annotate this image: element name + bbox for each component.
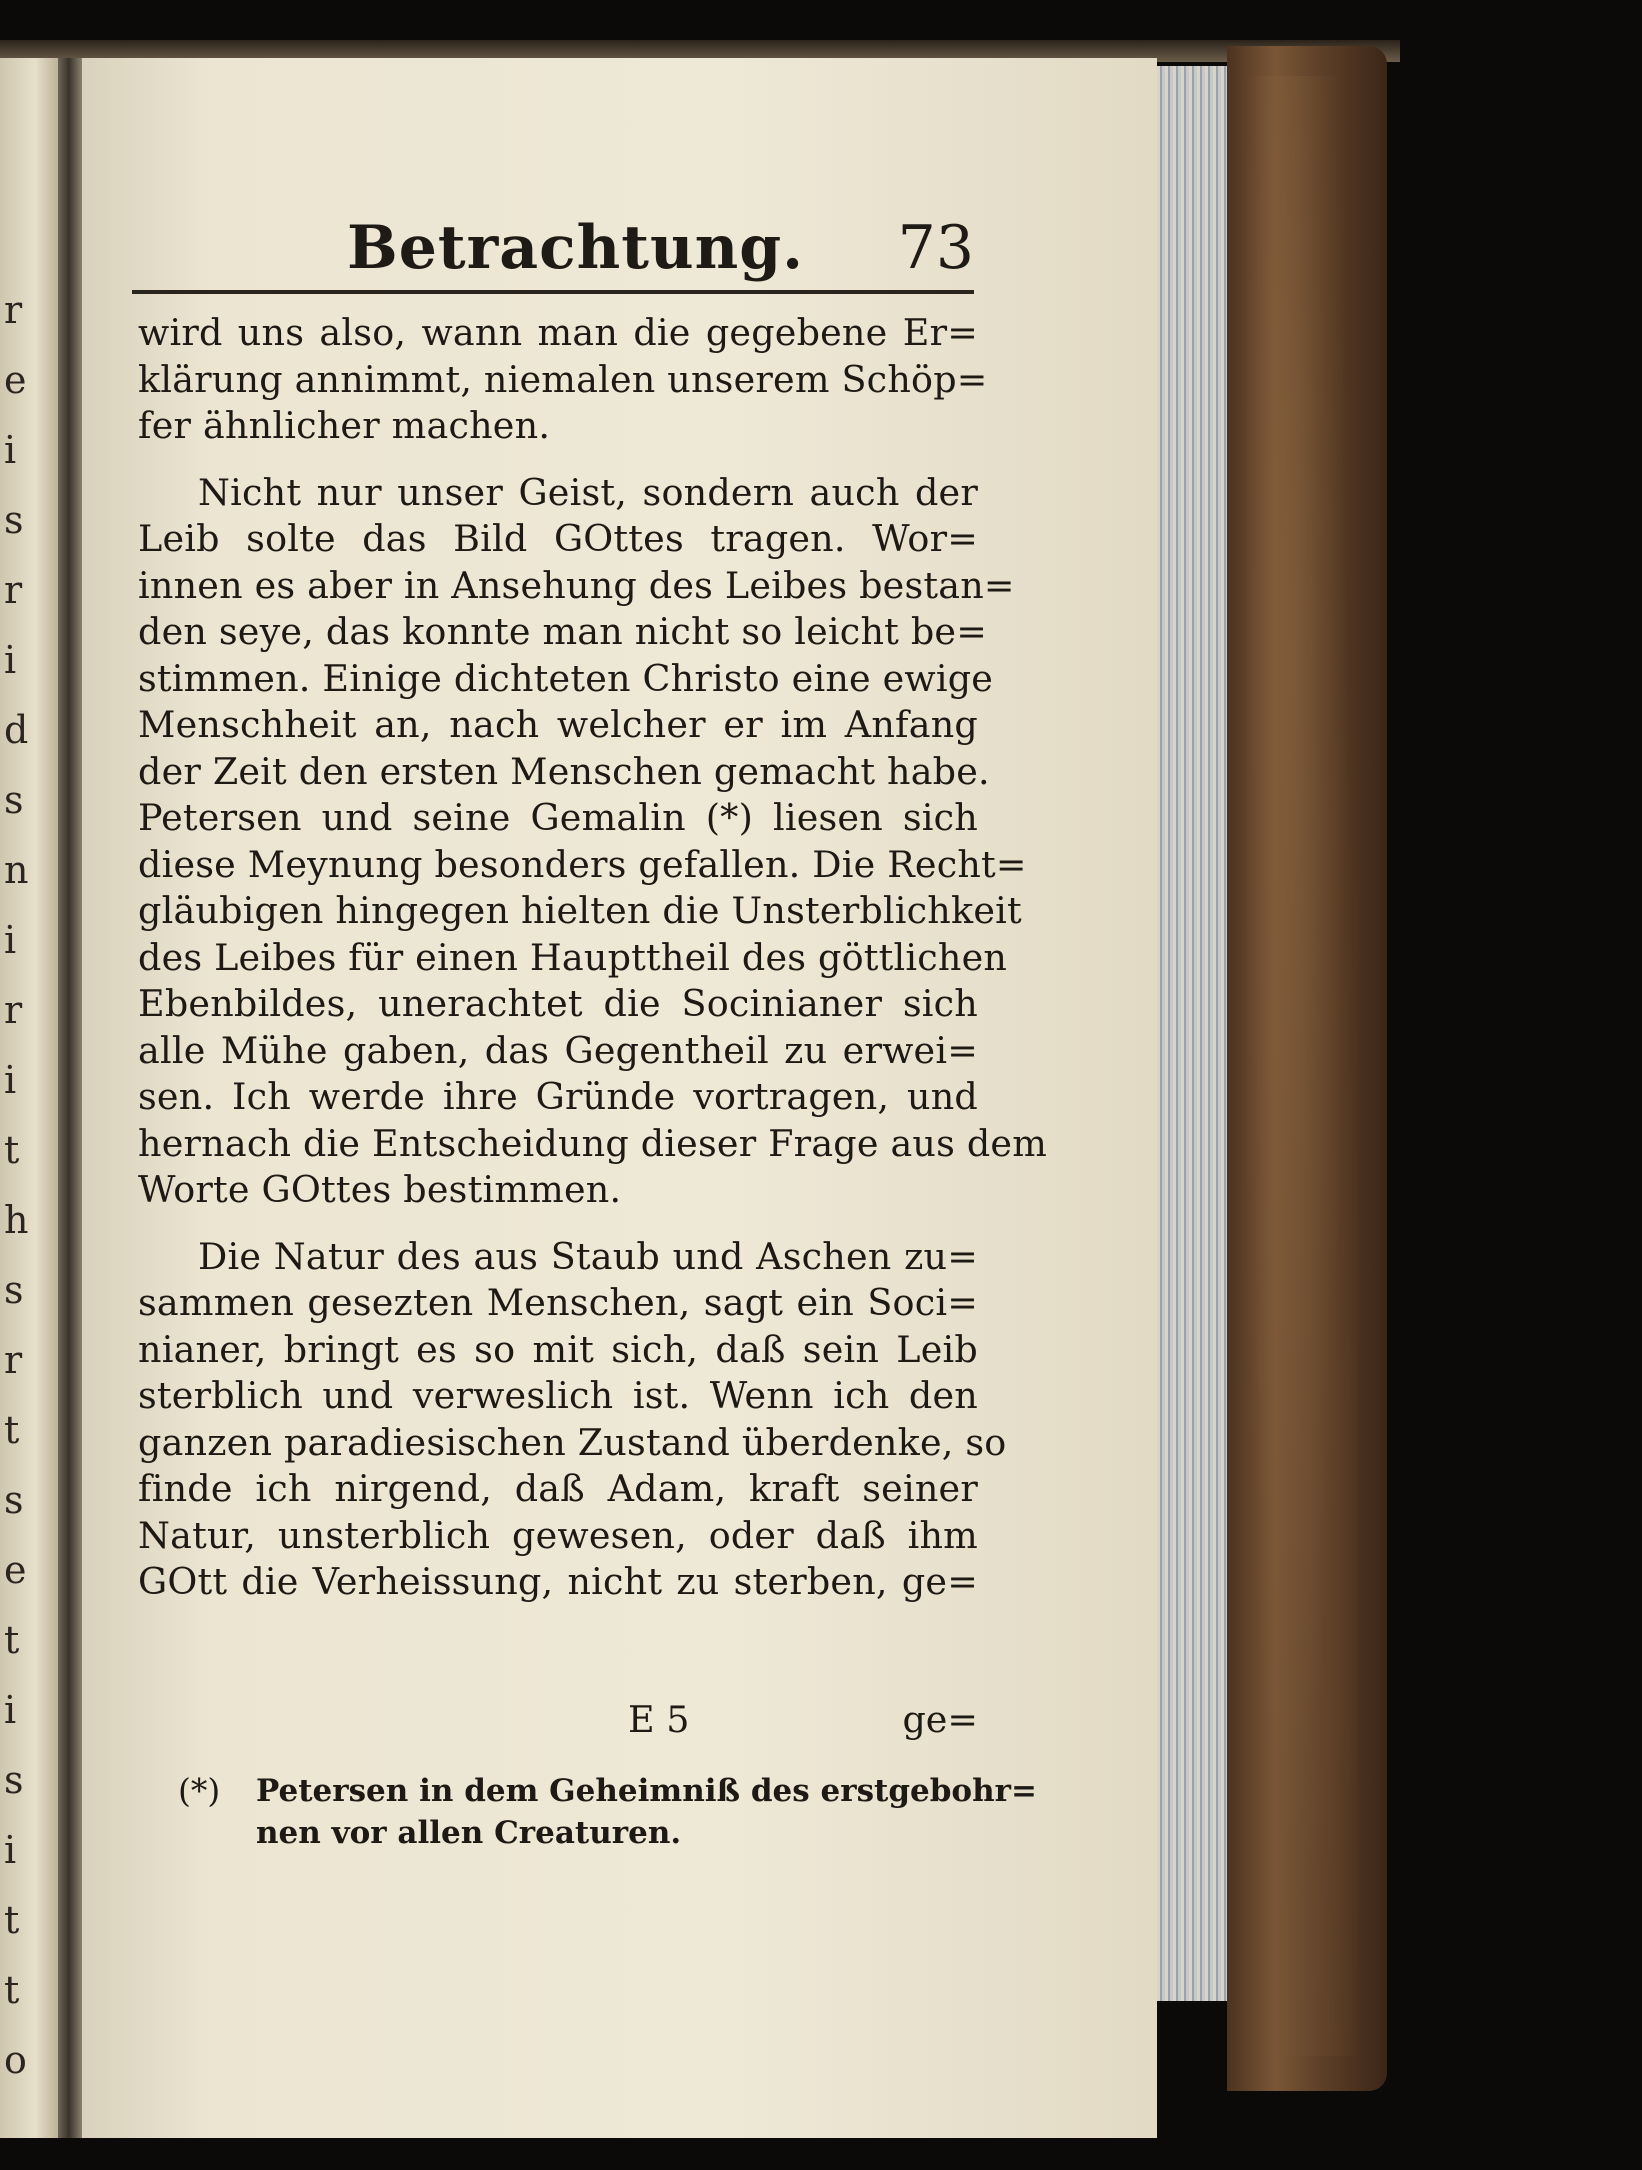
margin-fragment: i xyxy=(4,1688,17,1732)
margin-fragment: o xyxy=(4,2038,27,2082)
margin-fragment: s xyxy=(4,1758,24,1802)
text-line: nianer, bringt es so mit sich, daß sein Leib xyxy=(138,1327,978,1371)
text-line: Menschheit an, nach welcher er im Anfang xyxy=(138,703,978,746)
previous-page-edge xyxy=(0,58,58,2138)
page-edges xyxy=(1157,66,1227,2001)
footnote-line: nen vor allen Creaturen. xyxy=(256,1815,682,1851)
margin-fragment: s xyxy=(4,1478,24,1522)
signature-mark: E 5 xyxy=(628,1698,690,1741)
text-line: gläubigen hingegen hielten die Unsterblichkeit xyxy=(138,889,1022,932)
text-line: diese Meynung besonders gefallen. Die Recht= xyxy=(138,842,1027,886)
text-line: Leib solte das Bild GOttes tragen. Wor= xyxy=(138,517,978,560)
margin-fragment: n xyxy=(4,848,29,892)
margin-fragment: h xyxy=(4,1198,29,1242)
text-line: klärung annimmt, niemalen unserem Schöp= xyxy=(138,357,988,401)
text-line: des Leibes für einen Haupttheil des göttlichen xyxy=(138,935,1008,979)
text-line: sammen gesezten Menschen, sagt ein Soci= xyxy=(138,1281,978,1324)
footnote-mark: (*) xyxy=(178,1771,221,1810)
text-line: Worte GOttes bestimmen. xyxy=(138,1168,622,1211)
text-line: Natur, unsterblich gewesen, oder daß ihm xyxy=(138,1513,978,1557)
running-head xyxy=(132,205,974,295)
margin-fragment: s xyxy=(4,1268,24,1312)
text-line: stimmen. Einige dichteten Christo eine ewige xyxy=(138,656,994,700)
footnote-line: Petersen in dem Geheimniß des erstgebohr= xyxy=(256,1773,1037,1809)
text-line: Petersen und seine Gemalin (*) liesen sich xyxy=(138,796,978,839)
text-line: hernach die Entscheidung dieser Frage aus dem xyxy=(138,1121,1048,1165)
margin-fragment: d xyxy=(4,708,29,752)
text-line: finde ich nirgend, daß Adam, kraft seiner xyxy=(138,1467,978,1510)
catchwords-line xyxy=(138,1698,978,1746)
text-line: fer ähnlicher machen. xyxy=(138,404,551,447)
book-gutter xyxy=(58,58,82,2138)
text-line: Die Natur des aus Staub und Aschen zu= xyxy=(198,1234,978,1278)
previous-page-fragments xyxy=(4,58,34,2138)
catchword: ge= xyxy=(902,1698,978,1741)
text-line: GOtt die Verheissung, nicht zu sterben, ge= xyxy=(138,1560,978,1603)
text-line: der Zeit den ersten Menschen gemacht habe. xyxy=(138,749,990,793)
text-line: ganzen paradiesischen Zustand überdenke, so xyxy=(138,1420,1007,1464)
leather-cover xyxy=(1227,46,1387,2091)
margin-fragment: i xyxy=(4,428,17,472)
footnote xyxy=(178,1770,1037,1854)
paragraph xyxy=(138,310,988,450)
text-line: wird uns also, wann man die gegebene Er= xyxy=(138,311,978,354)
text-line: alle Mühe gaben, das Gegentheil zu erwei= xyxy=(138,1028,978,1072)
margin-fragment: i xyxy=(4,918,17,962)
text-line: Ebenbildes, unerachtet die Socinianer sich xyxy=(138,982,978,1025)
text-line: Nicht nur unser Geist, sondern auch der xyxy=(198,470,978,514)
margin-fragment: e xyxy=(4,358,27,402)
margin-fragment: t xyxy=(4,1968,20,2012)
margin-fragment: t xyxy=(4,1618,20,1662)
margin-fragment: r xyxy=(4,288,23,332)
margin-fragment: r xyxy=(4,1338,23,1382)
margin-fragment: r xyxy=(4,568,23,612)
paragraph xyxy=(138,1234,1007,1606)
text-line: den seye, das konnte man nicht so leicht be= xyxy=(138,610,987,653)
page-title: Betrachtung. xyxy=(347,213,805,283)
text-line: sen. Ich werde ihre Gründe vortragen, und xyxy=(138,1075,978,1118)
page-number: 73 xyxy=(897,213,974,283)
margin-fragment: r xyxy=(4,988,23,1032)
margin-fragment: i xyxy=(4,638,17,682)
body-text xyxy=(138,310,1048,1606)
text-line: innen es aber in Ansehung des Leibes bestan= xyxy=(138,563,1015,607)
margin-fragment: i xyxy=(4,1058,17,1102)
margin-fragment: s xyxy=(4,498,24,542)
margin-fragment: t xyxy=(4,1408,20,1452)
paragraph xyxy=(138,470,1048,1214)
margin-fragment: i xyxy=(4,1828,17,1872)
margin-fragment: s xyxy=(4,778,24,822)
margin-fragment: t xyxy=(4,1898,20,1942)
margin-fragment: t xyxy=(4,1128,20,1172)
header-rule xyxy=(132,290,974,294)
text-line: sterblich und verweslich ist. Wenn ich den xyxy=(138,1374,978,1417)
margin-fragment: e xyxy=(4,1548,27,1592)
